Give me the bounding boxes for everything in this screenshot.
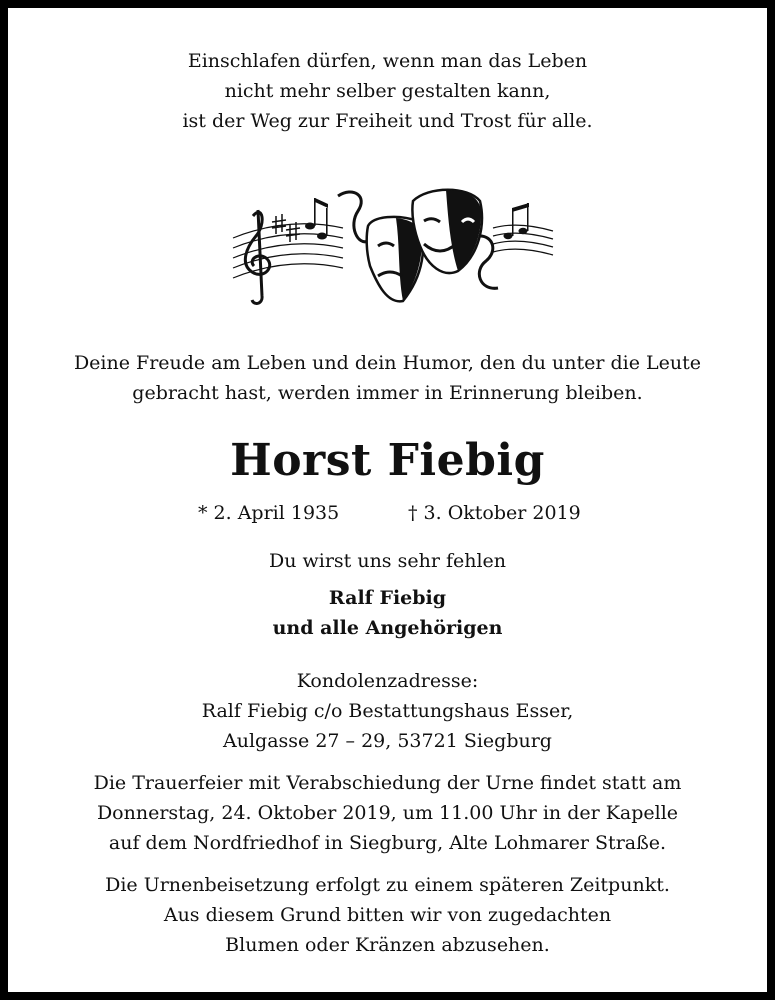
burial-line: Blumen oder Kränzen abzusehen. xyxy=(225,934,550,956)
motto-line: ist der Weg zur Freiheit und Trost für alle. xyxy=(182,110,593,132)
obituary-notice xyxy=(8,8,767,992)
tribute-line: gebracht hast, werden immer in Erinnerung bleiben. xyxy=(132,382,643,404)
tribute-line: Deine Freude am Leben und dein Humor, den du unter die Leute xyxy=(73,352,702,374)
condolence-line: Aulgasse 27 – 29, 53721 Siegburg xyxy=(223,730,552,752)
burial-info xyxy=(8,870,767,960)
theater-masks-music-notes-icon xyxy=(218,176,558,316)
death-date: † 3. Oktober 2019 xyxy=(408,502,581,524)
motto-line: Einschlafen dürfen, wenn man das Leben xyxy=(187,50,588,72)
burial-line: Aus diesem Grund bitten wir von zugedachten xyxy=(163,904,612,926)
farewell-line: Du wirst uns sehr fehlen xyxy=(268,550,507,572)
farewell-block xyxy=(8,546,767,576)
condolence-address xyxy=(8,666,767,756)
ceremony-line: Donnerstag, 24. Oktober 2019, um 11.00 Uhr in der Kapelle xyxy=(96,802,679,824)
mourners-block xyxy=(8,583,767,643)
ceremony-info xyxy=(8,768,767,858)
birth-date: * 2. April 1935 xyxy=(198,502,340,524)
motto-verse xyxy=(8,46,767,136)
ceremony-line: auf dem Nordfriedhof in Siegburg, Alte Lohmarer Straße. xyxy=(108,832,667,854)
deceased-name-block xyxy=(8,436,767,486)
condolence-line: Ralf Fiebig c/o Bestattungshaus Esser, xyxy=(201,700,574,722)
life-dates xyxy=(8,498,767,528)
burial-line: Die Urnenbeisetzung erfolgt zu einem späteren Zeitpunkt. xyxy=(105,874,670,896)
mourner-family: und alle Angehörigen xyxy=(272,617,503,639)
tribute-text xyxy=(8,348,767,408)
motto-line: nicht mehr selber gestalten kann, xyxy=(224,80,551,102)
ceremony-line: Die Trauerfeier mit Verabschiedung der Urne findet statt am xyxy=(93,772,682,794)
deceased-name: Horst Fiebig xyxy=(230,435,545,486)
mourner-name: Ralf Fiebig xyxy=(328,587,447,609)
condolence-heading: Kondolenzadresse: xyxy=(296,670,479,692)
